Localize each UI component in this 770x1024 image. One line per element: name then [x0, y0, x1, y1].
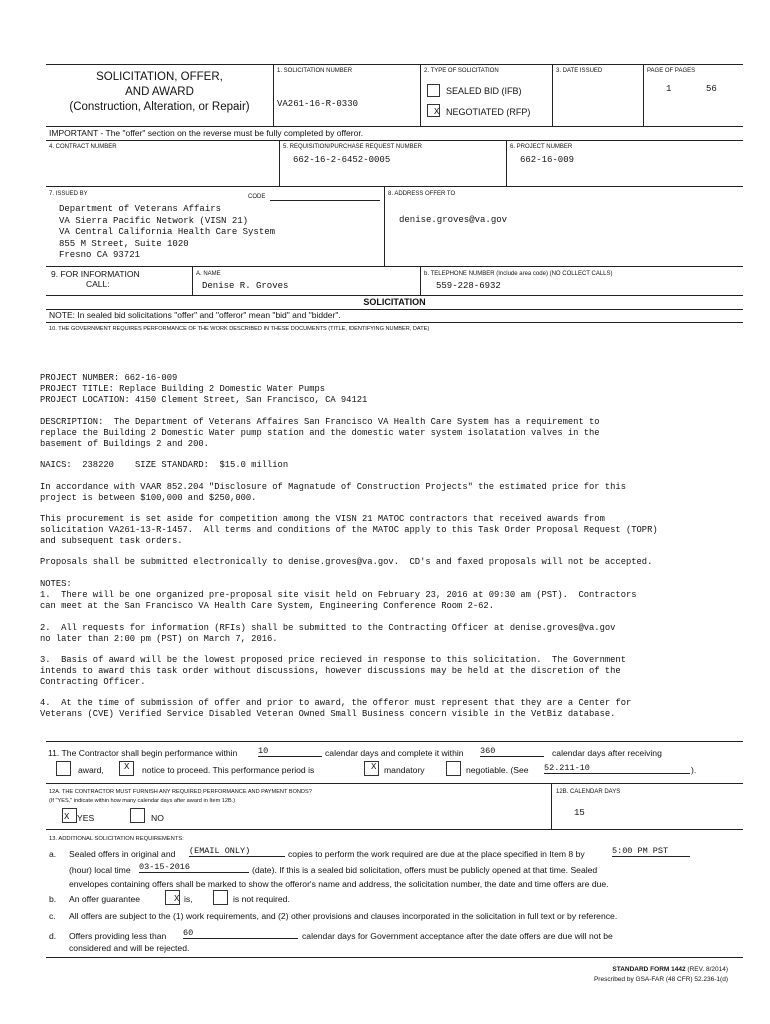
copies-field[interactable]: (EMAIL ONLY): [189, 846, 285, 857]
bonds-no-label: NO: [151, 813, 164, 823]
important-notice: IMPORTANT - The "offer" section on the reverse must be fully completed by offeror.: [49, 128, 364, 138]
divider: [552, 64, 553, 126]
item13a-text: (date). If this is a sealed bid solicitation, offers must be publicly opened at that time. Sealed: [252, 865, 598, 875]
project-number-label: 6. PROJECT NUMBER: [510, 144, 573, 150]
divider: [46, 126, 743, 127]
divider: [643, 64, 644, 126]
requisition-number-value[interactable]: 662-16-2-6452-0005: [293, 155, 391, 165]
divider: [46, 741, 743, 742]
calendar-days-value[interactable]: 15: [574, 808, 585, 818]
see-clause-field[interactable]: 52.211-10: [544, 763, 690, 774]
acceptance-days-field[interactable]: 60: [183, 928, 298, 939]
address-line: 855 M Street, Suite 1020: [59, 238, 189, 249]
contract-number-label: 4. CONTRACT NUMBER: [49, 144, 117, 150]
date-issued-label: 3. DATE ISSUED: [556, 68, 603, 74]
address-line: VA Sierra Pacific Network (VISN 21): [59, 215, 249, 226]
address-line: Fresno CA 93721: [59, 250, 141, 261]
bonds-yes-label: YES: [77, 813, 95, 823]
bonds-no-checkbox[interactable]: [130, 808, 145, 823]
issued-by-label: 7. ISSUED BY: [49, 191, 88, 197]
address-offer-label: 8. ADDRESS OFFER TO: [388, 191, 456, 197]
item13d-text: Offers providing less than: [69, 931, 167, 941]
bonds-sublabel: (If "YES," indicate within how many calendar days after award in Item 12B.): [49, 798, 236, 804]
sealed-bid-label: SEALED BID (IFB): [446, 86, 522, 96]
divider: [46, 140, 743, 141]
set-aside-paragraph: This procurement is set aside for competition among the VISN 21 MATOC contractors that received awards from solicitation VA261-13-R-1457. All terms and conditions of the MATOC apply to this Task Order Proposal Request (TOPR) and subsequent task orders.: [40, 514, 658, 546]
award-checkbox[interactable]: [56, 761, 71, 776]
item11-text: calendar days after receiving: [552, 748, 662, 758]
form-title-line: (Construction, Alteration, or Repair): [69, 101, 250, 113]
divider: [46, 829, 743, 830]
bonds-label: 12A. THE CONTRACTOR MUST FURNISH ANY REQUIRED PERFORMANCE AND PAYMENT BONDS?: [49, 789, 312, 795]
code-underline: [270, 200, 380, 201]
check-mark-icon: X: [64, 812, 70, 822]
solicitation-number-label: 1. SOLICITATION NUMBER: [277, 68, 353, 74]
guarantee-isnot-checkbox[interactable]: [213, 890, 228, 905]
negotiated-checkbox[interactable]: [427, 104, 440, 117]
additional-requirements-label: 13. ADDITIONAL SOLICITATION REQUIREMENTS:: [49, 836, 184, 842]
submission-paragraph: Proposals shall be submitted electronically to denise.groves@va.gov. CD's and faxed proposals will not be accepted.: [40, 557, 653, 567]
item13a-text: copies to perform the work required are due at the place specified in Item 8 by: [288, 849, 585, 859]
divider: [279, 140, 280, 186]
telephone-value[interactable]: 559-228-6932: [436, 281, 501, 291]
item13b-text: An offer guarantee: [69, 894, 141, 904]
guarantee-isnot-label: is not required.: [233, 894, 290, 904]
bonds-yes-checkbox[interactable]: [62, 808, 77, 823]
item13a-letter: a.: [49, 849, 57, 859]
form-top-border: [46, 64, 743, 65]
solicitation-heading: SOLICITATION: [363, 297, 426, 307]
address-line: Department of Veterans Affairs: [59, 204, 222, 214]
solicitation-note: NOTE: In sealed bid solicitations "offer" and "offeror" mean "bid" and "bidder".: [49, 310, 341, 320]
item13d-letter: d.: [49, 931, 57, 941]
contact-name-value[interactable]: Denise R. Groves: [202, 281, 289, 291]
divider: [46, 266, 743, 267]
divider: [384, 186, 385, 266]
note-4: 4. At the time of submission of offer and prior to award, the offeror must represent that they are a Center for Veterans (CVE) Verified Service Disabled Veteran Owned Small Business concern visible in the VetBiz database.: [40, 698, 632, 719]
address-offer-value[interactable]: denise.groves@va.gov: [399, 215, 508, 225]
form-name: STANDARD FORM 1442: [612, 966, 686, 973]
form-prescribed: Prescribed by GSA-FAR (48 CFR) 52.236-1(d): [593, 976, 728, 983]
note-3: 3. Basis of award will be the lowest proposed price recieved in response to this solicitation. The Government intends to award this task order without discussions, however discussions may be held at the discretion of the Contracting Officer.: [40, 655, 626, 687]
item13a-text: Sealed offers in original and: [69, 849, 176, 859]
mandatory-label: mandatory: [384, 765, 425, 775]
info-call-label: CALL:: [86, 279, 110, 289]
item13a-text: envelopes containing offers shall be marked to show the offeror's name and address, the solicitation number, the date and time offers are due.: [69, 879, 609, 889]
check-mark-icon: X: [434, 107, 440, 117]
form-footer: [594, 965, 728, 985]
address-line: VA Central California Health Care System: [59, 227, 276, 238]
description-paragraph: DESCRIPTION: The Department of Veterans Affaires San Francisco VA Health Care System has a requirement to replace the Building 2 Domestic Water pump station and the domestic water system isolatation valves in the basement of Buildings 2 and 200.: [40, 417, 600, 449]
divider: [420, 64, 421, 126]
note-2: 2. All requests for information (RFIs) shall be submitted to the Contracting Officer at denise.groves@va.gov no later than 2:00 pm (PST) on March 7, 2016.: [40, 623, 616, 644]
form-title-line: AND AWARD: [125, 86, 194, 98]
item13d-text: calendar days for Government acceptance after the date offers are due will not be: [302, 931, 613, 941]
info-call-label: 9. FOR INFORMATION: [51, 269, 140, 279]
item11-end: ).: [691, 765, 697, 775]
contact-name-label: A. NAME: [196, 271, 221, 277]
divider: [273, 64, 274, 126]
check-mark-icon: X: [174, 894, 180, 904]
item13d-text: considered and will be rejected.: [69, 943, 190, 953]
mandatory-checkbox[interactable]: [364, 761, 379, 776]
solicitation-number-value[interactable]: VA261-16-R-0330: [277, 99, 359, 109]
negotiable-checkbox[interactable]: [446, 761, 461, 776]
page-of-pages-label: PAGE OF PAGES: [647, 68, 696, 74]
note-1: NOTES: 1. There will be one organized pre-proposal site visit held on February 23, 2016 at 09:30 am (PST). Contractors can meet at the San Francisco VA Health Care System, Engineering Conference Room 2-62.: [40, 579, 637, 611]
divider: [551, 783, 552, 829]
item13c-letter: c.: [49, 911, 56, 921]
page-number: 1: [666, 84, 672, 94]
project-info: PROJECT NUMBER: 662-16-009 PROJECT TITLE: Replace Building 2 Domestic Water Pumps PROJECT LOCATION: 4150 Clement Street, San Francisco, CA 94121: [40, 373, 368, 405]
item11-text: 11. The Contractor shall begin performance within: [48, 748, 238, 758]
naics-line: NAICS: 238220 SIZE STANDARD: $15.0 million: [40, 460, 289, 470]
item11-text: calendar days and complete it within: [325, 748, 464, 758]
requisition-number-label: 5. REQUISITION/PURCHASE REQUEST NUMBER: [283, 144, 422, 150]
form-title: [46, 70, 273, 115]
project-number-value[interactable]: 662-16-009: [520, 155, 575, 165]
guarantee-is-checkbox[interactable]: [165, 890, 180, 905]
ntp-label: notice to proceed. This performance period is: [142, 765, 315, 775]
award-label: award,: [78, 765, 104, 775]
form-title-line: SOLICITATION, OFFER,: [96, 71, 223, 83]
code-label: CODE: [248, 194, 266, 200]
divider: [420, 266, 421, 295]
divider: [46, 783, 743, 784]
item13b-letter: b.: [49, 894, 57, 904]
telephone-label: b. TELEPHONE NUMBER (Include area code) (NO COLLECT CALLS): [424, 271, 613, 277]
check-mark-icon: X: [371, 762, 377, 772]
magnitude-paragraph: In accordance with VAAR 852.204 "Disclosure of Magnatude of Construction Projects" the estimated price for this project is between $100,000 and $250,000.: [40, 482, 626, 503]
issued-by-address: [59, 204, 275, 262]
calendar-days-label: 12B. CALENDAR DAYS: [556, 789, 621, 795]
solicitation-type-label: 2. TYPE OF SOLICITATION: [424, 68, 499, 74]
due-time-field[interactable]: 5:00 PM PST: [612, 846, 690, 857]
guarantee-is-label: is,: [184, 894, 193, 904]
total-pages: 56: [706, 84, 717, 94]
divider: [46, 186, 743, 187]
work-description-label: 10. THE GOVERNMENT REQUIRES PERFORMANCE OF THE WORK DESCRIBED IN THESE DOCUMENTS (TITLE, IDENTIFYING NUMBER, DATE): [49, 326, 430, 332]
item13a-text: (hour) local time: [69, 865, 131, 875]
begin-days-field[interactable]: 10: [258, 746, 322, 757]
negotiable-label: negotiable. (See: [466, 765, 529, 775]
form-bottom-border: [46, 957, 743, 958]
form-revision: (REV. 8/2014): [687, 966, 728, 973]
sealed-bid-checkbox[interactable]: [427, 84, 440, 97]
item13c-text: All offers are subject to the (1) work requirements, and (2) other provisions and clauses incorporated in the solicitation in full text or by reference.: [69, 911, 618, 921]
negotiated-label: NEGOTIATED (RFP): [446, 107, 531, 117]
check-mark-icon: X: [124, 762, 130, 772]
divider: [506, 140, 507, 186]
complete-days-field[interactable]: 360: [480, 746, 544, 757]
divider: [46, 322, 743, 323]
ntp-checkbox[interactable]: [119, 761, 134, 776]
due-date-field[interactable]: 03-15-2016: [139, 862, 249, 873]
divider: [192, 266, 193, 295]
